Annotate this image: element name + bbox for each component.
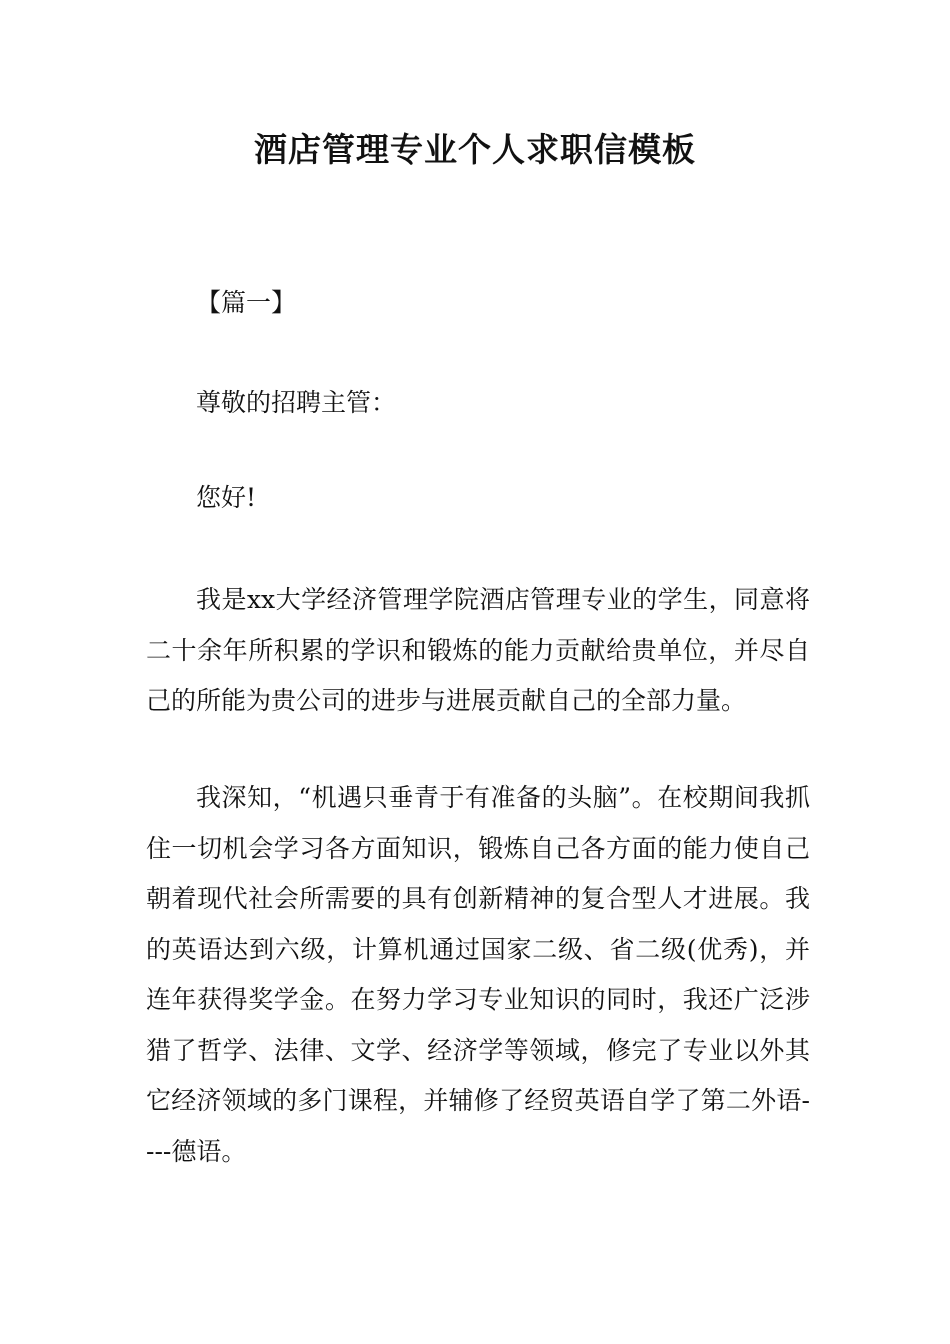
- salutation: 尊敬的招聘主管：: [196, 388, 397, 417]
- greeting: 您好!: [196, 483, 257, 512]
- document-title: 酒店管理专业个人求职信模板: [254, 130, 696, 169]
- body-paragraph: 我深知，“机遇只垂青于有准备的头脑”。在校期间我抓住一切机会学习各方面知识，锻炼自己各方面的能力使自己朝着现代社会所需要的具有创新精神的复合型人才进展。我的英语达到六级，计算机通过国家二级、省二级(优秀)，并连年获得奖学金。在努力学习专业知识的同时，我还广泛涉猎了哲学、法律、文学、经济学等领域，修完了专业以外其它经济领域的多门课程，并辅修了经贸英语自学了第二外语----德语。: [146, 783, 810, 1166]
- body-paragraph: 我是xx大学经济管理学院酒店管理专业的学生，同意将二十余年所积累的学识和锻炼的能力贡献给贵单位，并尽自己的所能为贵公司的进步与进展贡献自己的全部力量。: [146, 585, 810, 715]
- section-label: 【篇一】: [196, 288, 297, 317]
